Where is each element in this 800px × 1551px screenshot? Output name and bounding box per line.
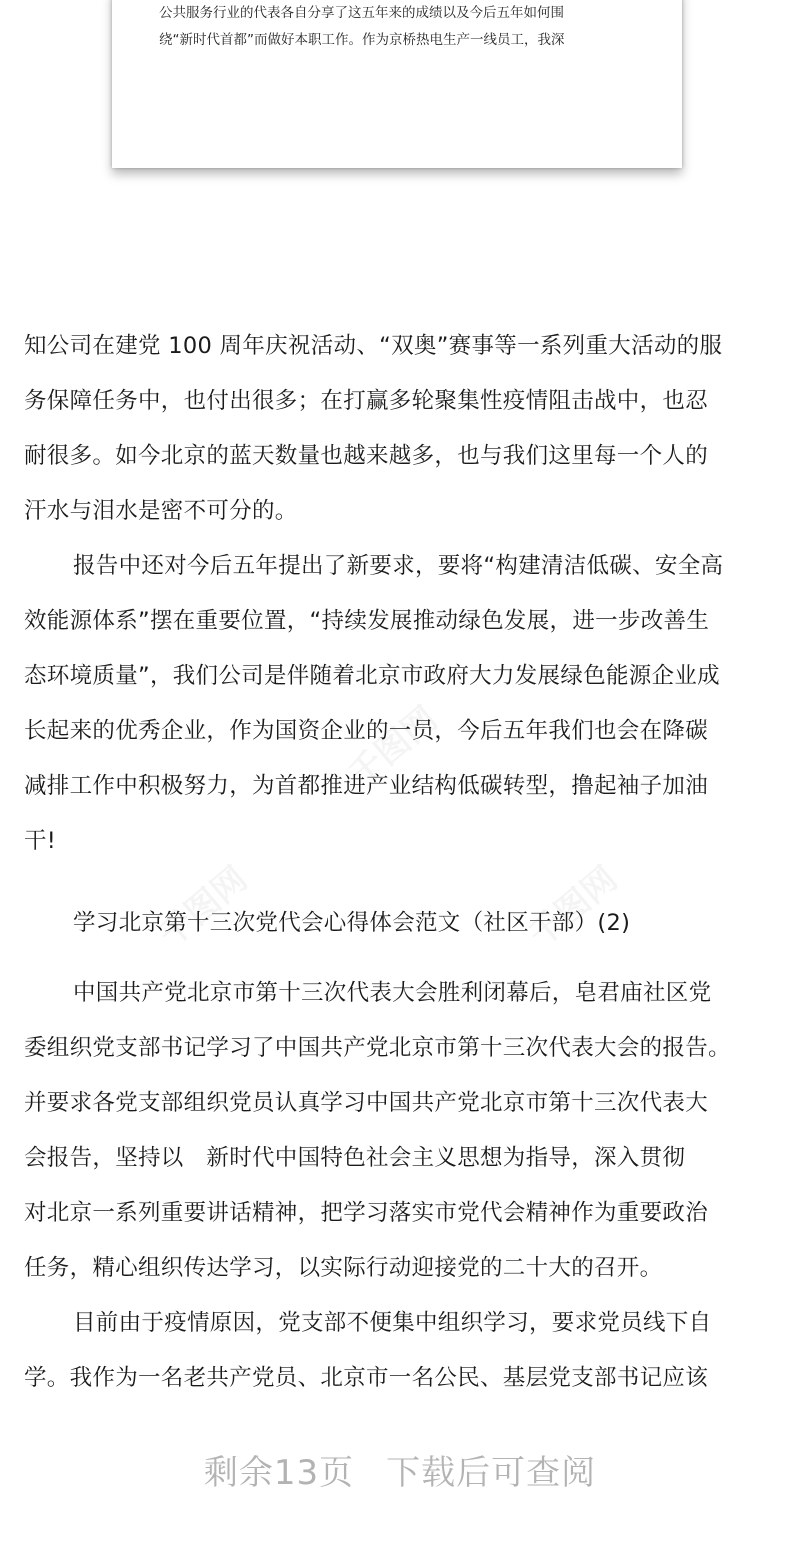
- preview-line-1: 公共服务行业的代表各自分享了这五年来的成绩以及今后五年如何围: [159, 5, 564, 21]
- text-line: 汗水与泪水是密不可分的。: [24, 498, 298, 524]
- text-line: 并要求各党支部组织党员认真学习中国共产党北京市第十三次代表大: [24, 1090, 709, 1116]
- text-line: 长起来的优秀企业，作为国资企业的一员，今后五年我们也会在降碳: [24, 718, 709, 744]
- text-line: 效能源体系”摆在重要位置，“持续发展推动绿色发展，进一步改善生: [24, 608, 710, 634]
- text-line: 减排工作中积极努力，为首都推进产业结构低碳转型，撸起袖子加油: [24, 773, 709, 799]
- text-line: 务保障任务中，也付出很多；在打赢多轮聚集性疫情阻击战中，也忍: [24, 388, 709, 414]
- download-prompt[interactable]: [0, 1450, 800, 1496]
- remaining-pages-label: 剩余13页: [203, 1453, 355, 1493]
- section-heading: 学习北京第十三次党代会心得体会范文（社区干部）(2): [73, 910, 631, 936]
- text-line: 干!: [24, 828, 57, 854]
- preview-card: [112, 0, 682, 168]
- text-line: 委组织党支部书记学习了中国共产党北京市第十三次代表大会的报告。: [24, 1035, 731, 1061]
- text-line: 报告中还对今后五年提出了新要求，要将“构建清洁低碳、安全高: [73, 553, 724, 579]
- text-line: 会报告，坚持以 新时代中国特色社会主义思想为指导，深入贯彻: [24, 1145, 686, 1171]
- text-line: 态环境质量”，我们公司是伴随着北京市政府大力发展绿色能源企业成: [24, 663, 720, 689]
- text-line: 中国共产党北京市第十三次代表大会胜利闭幕后，皂君庙社区党: [73, 980, 712, 1006]
- text-line: 对北京一系列重要讲话精神，把学习落实市党代会精神作为重要政治: [24, 1200, 709, 1226]
- watermark: [516, 853, 626, 956]
- text-line: 学。我作为一名老共产党员、北京市一名公民、基层党支部书记应该: [24, 1365, 709, 1391]
- text-line: 耐很多。如今北京的蓝天数量也越来越多，也与我们这里每一个人的: [24, 443, 709, 469]
- download-hint-label: 下载后可查阅: [386, 1453, 597, 1493]
- preview-line-2: 绕“新时代首都”而做好本职工作。作为京桥热电生产一线员工，我深: [159, 32, 565, 48]
- text-line: 任务，精心组织传达学习，以实际行动迎接党的二十大的召开。: [24, 1255, 663, 1281]
- watermark: [146, 853, 256, 956]
- text-line: 知公司在建党 100 周年庆祝活动、“双奥”赛事等一系列重大活动的服: [24, 333, 723, 359]
- text-line: 目前由于疫情原因，党支部不便集中组织学习，要求党员线下自: [73, 1310, 712, 1336]
